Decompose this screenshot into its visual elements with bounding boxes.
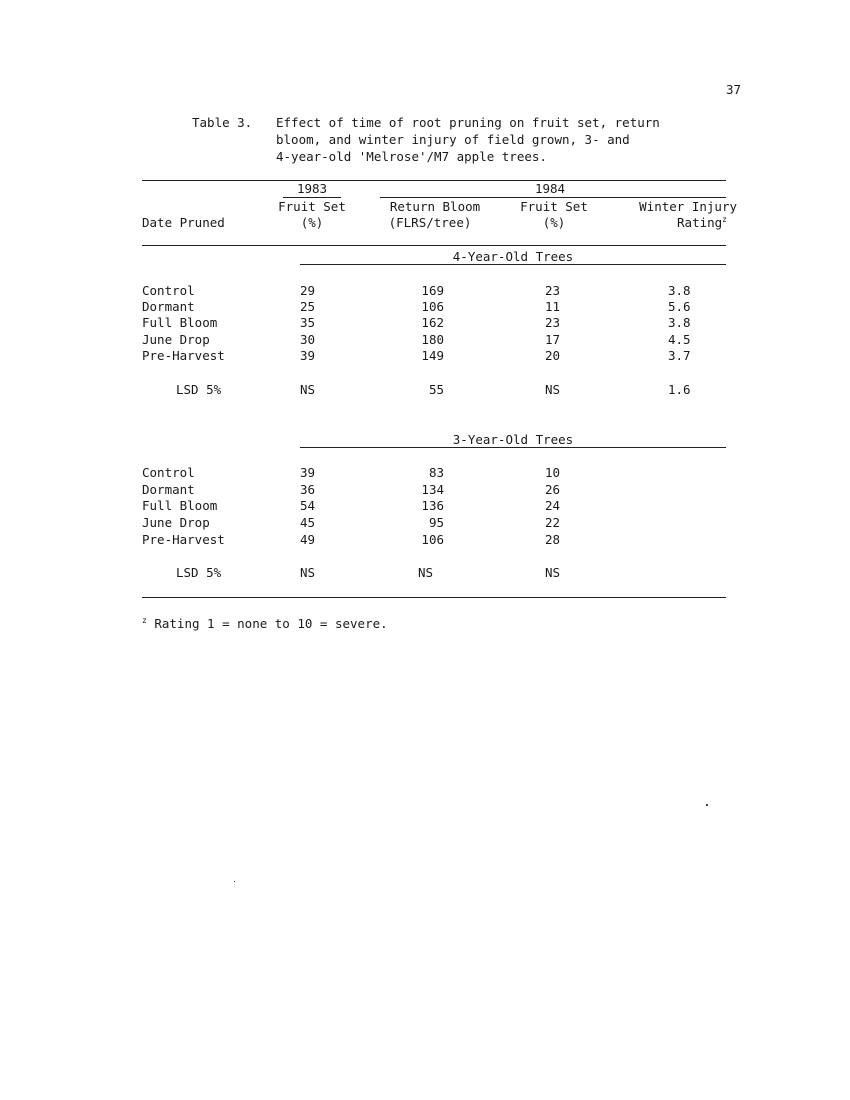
row-label: Dormant — [142, 299, 195, 314]
year-1984-header: 1984 — [534, 181, 566, 196]
table-bottom-rule — [142, 597, 726, 598]
cell-fruit-set-1983: 25 — [300, 299, 316, 314]
scan-speck — [706, 804, 708, 806]
header-bottom-rule — [142, 245, 726, 246]
cell-fruit-set-1983: 29 — [300, 283, 316, 298]
row-label: Control — [142, 465, 195, 480]
year-1984-underline — [380, 197, 726, 198]
row-label: June Drop — [142, 332, 210, 347]
footnote-mark: z — [142, 615, 147, 625]
cell-return-bloom: 136 — [421, 498, 444, 513]
cell-fruit-set-1983: 36 — [300, 482, 316, 497]
date-pruned-header: Date Pruned — [142, 215, 225, 230]
section-rule — [300, 264, 726, 265]
cell-fruit-set-1983: 30 — [300, 332, 316, 347]
footnote — [142, 616, 388, 632]
footnote-text: Rating 1 = none to 10 = severe. — [154, 616, 388, 631]
winter-injury-rating-label: Rating — [677, 215, 723, 230]
year-1983-header: 1983 — [296, 181, 328, 196]
cell-winter-injury: 3.8 — [668, 315, 691, 330]
cell-fruit-set-1984: 10 — [544, 465, 560, 480]
return-bloom-header: Return Bloom — [389, 199, 481, 214]
cell-winter-injury: 3.8 — [668, 283, 691, 298]
cell-return-bloom: 162 — [421, 315, 444, 330]
footnote-mark: z — [722, 214, 727, 224]
cell-winter-injury: 1.6 — [668, 382, 691, 397]
cell-fruit-set-1984: NS — [544, 565, 560, 580]
lsd-label: LSD 5% — [176, 382, 222, 397]
cell-fruit-set-1984: 26 — [544, 482, 560, 497]
winter-injury-rating-header — [616, 215, 727, 231]
row-label: Full Bloom — [142, 498, 218, 513]
cell-fruit-set-1983: NS — [300, 382, 316, 397]
fruit-set-1983-header: Fruit Set — [278, 199, 346, 214]
cell-fruit-set-1984: 20 — [544, 348, 560, 363]
cell-fruit-set-1984: 11 — [544, 299, 560, 314]
cell-fruit-set-1983: NS — [300, 565, 316, 580]
lsd-label: LSD 5% — [176, 565, 222, 580]
cell-fruit-set-1983: 35 — [300, 315, 316, 330]
cell-winter-injury: 4.5 — [668, 332, 691, 347]
cell-fruit-set-1983: 39 — [300, 465, 316, 480]
caption-line-3: 4-year-old 'Melrose'/M7 apple trees. — [276, 149, 547, 164]
cell-winter-injury: 5.6 — [668, 299, 691, 314]
row-label: Dormant — [142, 482, 195, 497]
cell-fruit-set-1984: 22 — [544, 515, 560, 530]
row-label: Full Bloom — [142, 315, 218, 330]
cell-return-bloom: 83 — [428, 465, 444, 480]
caption-line-2: bloom, and winter injury of field grown, 3- and — [276, 132, 630, 147]
row-label: Pre-Harvest — [142, 532, 225, 547]
winter-injury-header: Winter Injury — [639, 199, 737, 214]
cell-return-bloom: 149 — [421, 348, 444, 363]
fruit-set-1984-header: Fruit Set — [520, 199, 588, 214]
cell-return-bloom: 106 — [421, 532, 444, 547]
row-label: June Drop — [142, 515, 210, 530]
cell-fruit-set-1984: 23 — [544, 283, 560, 298]
cell-fruit-set-1983: 45 — [300, 515, 316, 530]
table-label: Table 3. — [192, 115, 253, 130]
cell-return-bloom: 55 — [428, 382, 444, 397]
section-title: 3-Year-Old Trees — [452, 432, 574, 447]
cell-fruit-set-1983: 49 — [300, 532, 316, 547]
cell-fruit-set-1983: 39 — [300, 348, 316, 363]
caption-line-1: Effect of time of root pruning on fruit set, return — [276, 115, 660, 130]
fruit-set-1984-unit: (%) — [542, 215, 566, 230]
row-label: Control — [142, 283, 195, 298]
cell-fruit-set-1984: 24 — [544, 498, 560, 513]
cell-fruit-set-1983: 54 — [300, 498, 316, 513]
cell-return-bloom: NS — [418, 565, 434, 580]
row-label: Pre-Harvest — [142, 348, 225, 363]
cell-return-bloom: 169 — [421, 283, 444, 298]
section-title: 4-Year-Old Trees — [452, 249, 574, 264]
cell-fruit-set-1984: 28 — [544, 532, 560, 547]
cell-return-bloom: 106 — [421, 299, 444, 314]
cell-return-bloom: 134 — [421, 482, 444, 497]
scan-speck — [234, 881, 235, 882]
return-bloom-unit: (FLRS/tree) — [388, 215, 472, 230]
cell-fruit-set-1984: 17 — [544, 332, 560, 347]
cell-winter-injury: 3.7 — [668, 348, 691, 363]
cell-return-bloom: 95 — [428, 515, 444, 530]
page-number: 37 — [726, 82, 742, 97]
table-top-rule — [142, 180, 726, 181]
section-rule — [300, 447, 726, 448]
fruit-set-1983-unit: (%) — [300, 215, 324, 230]
year-1983-underline — [283, 197, 341, 198]
cell-fruit-set-1984: 23 — [544, 315, 560, 330]
cell-fruit-set-1984: NS — [544, 382, 560, 397]
cell-return-bloom: 180 — [421, 332, 444, 347]
